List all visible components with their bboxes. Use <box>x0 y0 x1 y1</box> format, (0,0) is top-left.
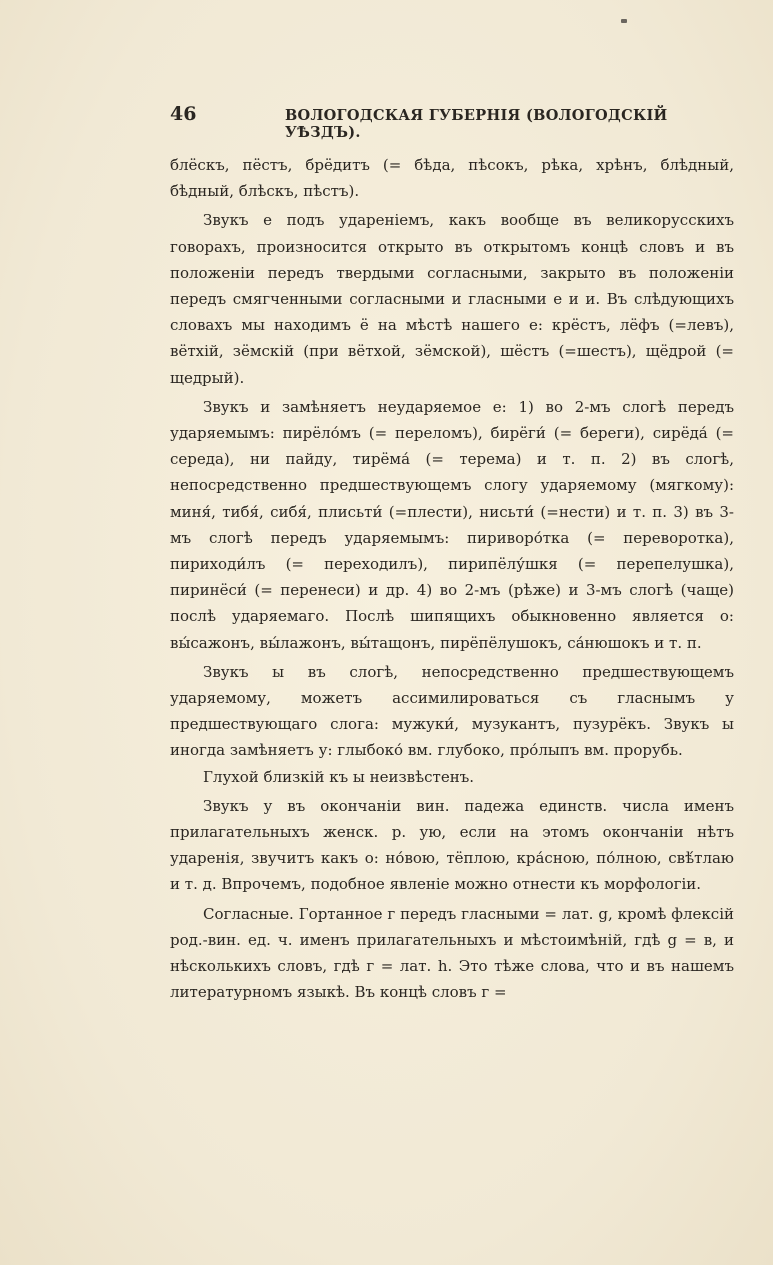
paragraph-consonants: Согласные. Гортанное г передъ гласными = лат. g, кромѣ флексій род.-вин. ед. ч. именъ прилагательныхъ и мѣстоимѣній, гдѣ g = в, и нѣсколькихъ словъ, гдѣ г = лат. h. Это тѣже слова, что и въ нашемъ литературномъ языкѣ. Въ концѣ словъ г = <box>170 904 734 1002</box>
paragraph-sound-y: Звукъ ы въ слогѣ, непосредственно предшествующемъ ударяемому, можетъ ассимилироваться съ гласнымъ у предшествующаго слога: мужуки́, музукантъ, пузурёкъ. Звукъ ы иногда замѣняетъ у: глыбоко́ вм. глубоко, про́лыпъ вм. прорубь. <box>170 662 734 760</box>
paragraph-continuation: блёскъ, пёстъ, брёдитъ (= бѣда, пѣсокъ, рѣка, хрѣнъ, блѣдный, бѣдный, блѣскъ, пѣстъ). <box>170 156 734 201</box>
page-header <box>170 103 734 141</box>
paragraph-sound-i: Звукъ и замѣняетъ неударяемое е: 1) во 2-мъ слогѣ передъ ударяемымъ: пирёло́мъ (= переломъ), бирёги́ (= береги), сирёда́ (= середа), ни пайду, тирёма́ (= терема) и т. п. 2) въ слогѣ, непосредственно предшествующемъ слогу ударяемому (мягкому): миня́, тибя́, сибя́, плисьти́ (=плести), нисьти́ (=нести) и т. п. 3) въ 3-мъ слогѣ передъ ударяемымъ: пириворо́тка (= переворотка), пириходи́лъ (= переходилъ), пирипёлу́шкя (= перепелушка), пиринёси́ (= перенеси) и др. 4) во 2-мъ (рѣже) и 3-мъ слогѣ (чаще) послѣ ударяемаго. Послѣ шипящихъ обыкновенно является о: вы́сажонъ, вы́лажонъ, вы́тащонъ, пирёпёлушокъ, са́нюшокъ и т. п. <box>170 397 734 652</box>
body-text <box>170 152 734 1006</box>
paragraph-sound-u: Звукъ у въ окончаніи вин. падежа единств. числа именъ прилагательныхъ женск. р. ую, если на этомъ окончаніи нѣтъ ударенія, звучитъ какъ о: но́вою, тёплою, кра́сною, по́лною, свѣ́тлаю и т. д. Впрочемъ, подобное явленіе можно отнести къ морфологіи. <box>170 796 734 894</box>
page-number: 46 <box>170 103 197 125</box>
ink-speck <box>621 19 627 23</box>
running-title: ВОЛОГОДСКАЯ ГУБЕРНІЯ (ВОЛОГОДСКІЙ УѢЗДЪ). <box>285 107 668 141</box>
paragraph-sound-e: Звукъ е подъ удареніемъ, какъ вообще въ великорусскихъ говорахъ, произносится открыто въ открытомъ концѣ словъ и въ положеніи передъ твердыми согласными, закрыто въ положеніи передъ смягченными согласными и гласными е и и. Въ слѣдующихъ словахъ мы находимъ ё на мѣстѣ нашего е: крёстъ, лёфъ (=левъ), вётхій, зёмскій (при вётхой, зёмской), шёстъ (=шестъ), щёдрой (= щедрый). <box>170 211 734 387</box>
paragraph-deaf-sound: Глухой близкій къ ы неизвѣстенъ. <box>203 767 475 786</box>
